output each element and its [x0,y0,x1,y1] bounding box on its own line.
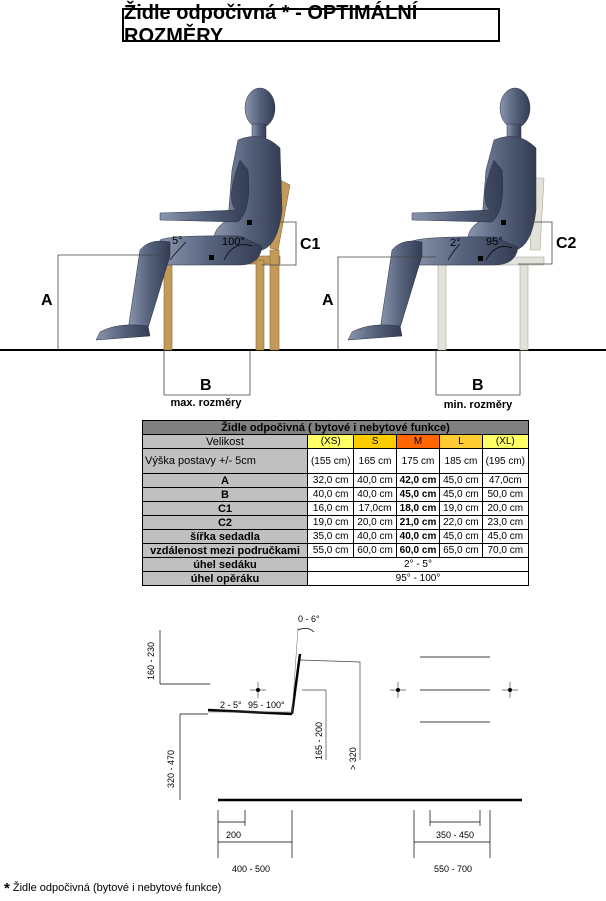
height-value: (155 cm) [308,449,354,474]
tech-outer-width: 550 - 700 [434,864,473,874]
height-value: 185 cm [440,449,482,474]
cell: 60,0 cm [396,544,440,558]
size-label: Velikost [143,435,308,449]
table-row [143,572,529,586]
cell: 32,0 cm [308,474,354,488]
left-caption: max. rozměry [170,397,242,409]
tech-back-tilt: 0 - 6° [298,614,320,624]
tech-back-rest-min: > 320 [348,747,358,770]
right-seat-angle: 2° [450,237,461,249]
table-row [143,516,529,530]
right-label-B: B [472,377,484,394]
cell: 40,0 cm [308,488,354,502]
cell: 45,0 cm [440,474,482,488]
table-row [143,488,529,502]
right-caption: min. rozměry [443,399,513,411]
right-figure [322,88,577,411]
height-value: 175 cm [396,449,440,474]
tech-back-angle: 95 - 100° [248,700,285,710]
cell: 19,0 cm [440,502,482,516]
cell: 60,0 cm [354,544,396,558]
right-back-point [501,220,506,225]
left-label-B: B [200,377,212,394]
table-caption: Židle odpočivná ( bytové i nebytové funkce) [143,421,529,435]
left-back-point [247,220,252,225]
size-xl: (XL) [482,435,528,449]
footnote: * Židle odpočivná (bytové i nebytové funkce) [4,880,222,897]
cell: 65,0 cm [440,544,482,558]
cell: 45,0 cm [440,488,482,502]
cell: 35,0 cm [308,530,354,544]
ergonomic-figures [0,60,606,415]
tech-seat-angle: 2 - 5° [220,700,242,710]
left-seat-angle: 5° [172,235,183,247]
cell: 16,0 cm [308,502,354,516]
height-value: (195 cm) [482,449,528,474]
size-s: S [354,435,396,449]
row-label: C2 [143,516,308,530]
cell: 19,0 cm [308,516,354,530]
right-label-A: A [322,292,334,309]
cell: 50,0 cm [482,488,528,502]
size-m: M [396,435,440,449]
cell: 45,0 cm [440,530,482,544]
cell: 70,0 cm [482,544,528,558]
cell: 20,0 cm [482,502,528,516]
table-row [143,474,529,488]
tech-seat-height: 320 - 470 [166,749,176,788]
cell: 21,0 cm [396,516,440,530]
size-xs: (XS) [308,435,354,449]
cell: 42,0 cm [396,474,440,488]
cell: 40,0 cm [354,474,396,488]
left-figure [41,88,321,409]
cell: 40,0 cm [354,488,396,502]
right-back-angle: 95° [486,236,503,248]
table-row [143,544,529,558]
left-back-angle: 100° [222,236,245,248]
cell: 95° - 100° [308,572,529,586]
tech-back-rest-low: 165 - 200 [314,721,324,760]
table-row [143,558,529,572]
cell: 20,0 cm [354,516,396,530]
cell: 17,0cm [354,502,396,516]
asterisk: * [4,880,10,897]
cell: 47,0cm [482,474,528,488]
tech-front-offset: 200 [226,830,242,840]
left-person [96,88,282,340]
right-label-C: C2 [556,235,577,252]
row-label: šířka sedadla [143,530,308,544]
left-seat-point [209,255,214,260]
technical-drawing [146,610,540,880]
tech-seat-depth: 400 - 500 [232,864,271,874]
left-label-C: C1 [300,236,321,253]
row-label: A [143,474,308,488]
cell: 45,0 cm [396,488,440,502]
height-label: Výška postavy +/- 5cm [143,449,308,474]
row-label: úhel sedáku [143,558,308,572]
page-title: Židle odpočivná * - OPTIMÁLNÍ ROZMĚRY [122,8,500,42]
cell: 18,0 cm [396,502,440,516]
size-l: L [440,435,482,449]
left-label-A: A [41,292,53,309]
right-seat-point [478,256,483,261]
tech-back [292,654,300,714]
tech-inner-width: 350 - 450 [436,830,475,840]
row-label: B [143,488,308,502]
tech-upper-height: 160 - 230 [146,641,156,680]
row-label: úhel opěráku [143,572,308,586]
table-row [143,502,529,516]
cell: 23,0 cm [482,516,528,530]
cell: 2° - 5° [308,558,529,572]
cell: 40,0 cm [396,530,440,544]
cell: 40,0 cm [354,530,396,544]
height-value: 165 cm [354,449,396,474]
cell: 22,0 cm [440,516,482,530]
row-label: vzdálenost mezi područkami [143,544,308,558]
dimension-table [142,420,529,586]
table-row [143,530,529,544]
cell: 55,0 cm [308,544,354,558]
cell: 45,0 cm [482,530,528,544]
row-label: C1 [143,502,308,516]
